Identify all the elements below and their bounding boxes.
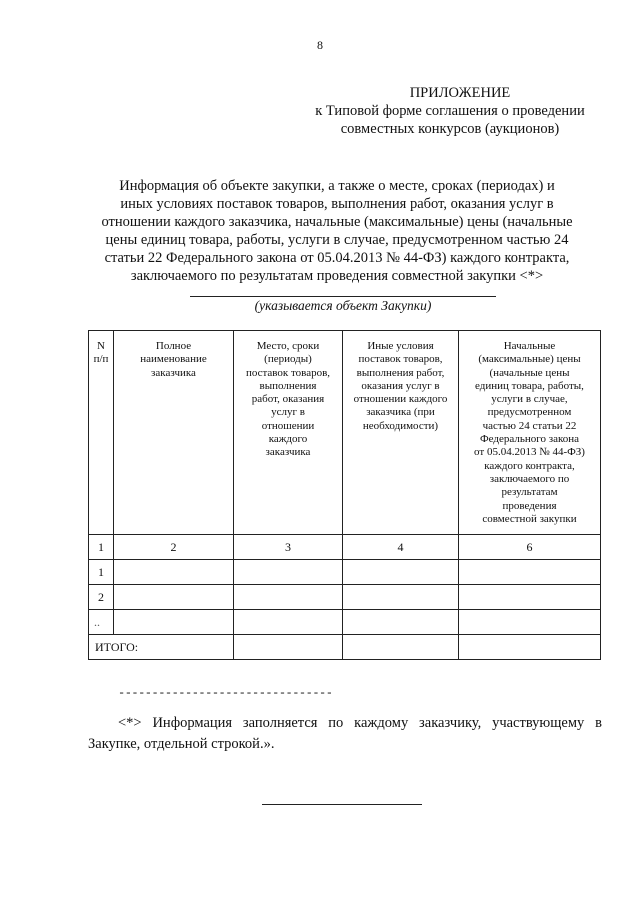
footnote: <*> Информация заполняется по каждому заказчику, участвующему в Закупке, отдельной строкой.». [88, 715, 602, 752]
row-number: .. [89, 610, 114, 635]
info-heading [72, 177, 602, 285]
column-number: 1 [89, 535, 114, 560]
info-heading-line: статьи 22 Федерального закона от 05.04.2013 № 44-ФЗ) каждого контракта, [104, 250, 570, 266]
appendix-subtitle-line-1: к Типовой форме соглашения о проведении [315, 103, 585, 119]
info-heading-line: Информация об объекте закупки, а также о месте, сроках (периодах) и [119, 178, 555, 194]
table-cell [234, 610, 343, 635]
table-cell [459, 560, 601, 585]
object-caption: (указывается объект Закупки) [254, 298, 432, 313]
table-cell [459, 635, 601, 660]
table-row [89, 560, 601, 585]
appendix-subtitle-line-2: совместных конкурсов (аукционов) [340, 121, 560, 137]
header-cell-number: N п/п [89, 331, 114, 535]
table-cell [459, 610, 601, 635]
table-cell [343, 585, 459, 610]
table-cell [343, 560, 459, 585]
info-heading-line: иных условиях поставок товаров, выполнения работ, оказания услуг в [120, 196, 554, 212]
table-row [89, 610, 601, 635]
column-number: 6 [459, 535, 601, 560]
table-cell [459, 585, 601, 610]
table-cell [343, 635, 459, 660]
column-number-row [89, 535, 601, 560]
table-cell [114, 560, 234, 585]
row-number: 1 [89, 560, 114, 585]
table-cell [234, 585, 343, 610]
header-cell-customer-name: Полное наименование заказчика [114, 331, 234, 535]
table-cell [114, 610, 234, 635]
table-header-row [89, 331, 601, 535]
closing-line [262, 804, 422, 805]
page-number: 8 [317, 38, 323, 52]
info-heading-line: отношении каждого заказчика, начальные (максимальные) цены (начальные [101, 214, 573, 230]
row-number: 2 [89, 585, 114, 610]
table-cell [234, 635, 343, 660]
table-cell [234, 560, 343, 585]
column-number: 2 [114, 535, 234, 560]
column-number: 3 [234, 535, 343, 560]
appendix-block [300, 84, 600, 138]
table-row [89, 585, 601, 610]
total-row [89, 635, 601, 660]
header-cell-other-conditions: Иные условия поставок товаров, выполнения работ, оказания услуг в отношении каждого заказчика (при необходимости) [343, 331, 459, 535]
header-cell-initial-prices: Начальные (максимальные) цены (начальные цены единиц товара, работы, услуги в случае, предусмотренном частью 24 статьи 22 Федерального закона от 05.04.2013 № 44-ФЗ) каждого контракта, заключаемого по результатам проведения совместной закупки [459, 331, 601, 535]
total-label: ИТОГО: [89, 635, 234, 660]
object-underline [190, 296, 496, 297]
info-heading-line: заключаемого по результатам проведения совместной закупки <*> [130, 268, 544, 284]
table-cell [343, 610, 459, 635]
appendix-title: ПРИЛОЖЕНИЕ [409, 85, 511, 101]
column-number: 4 [343, 535, 459, 560]
footnote-separator: -------------------------------- [118, 686, 333, 700]
info-table [88, 330, 601, 660]
info-heading-line: цены единиц товара, работы, услуги в случае, предусмотренном частью 24 [105, 232, 569, 248]
table-cell [114, 585, 234, 610]
header-cell-place-terms: Место, сроки (периоды) поставок товаров, выполнения работ, оказания услуг в отношении каждого заказчика [234, 331, 343, 535]
